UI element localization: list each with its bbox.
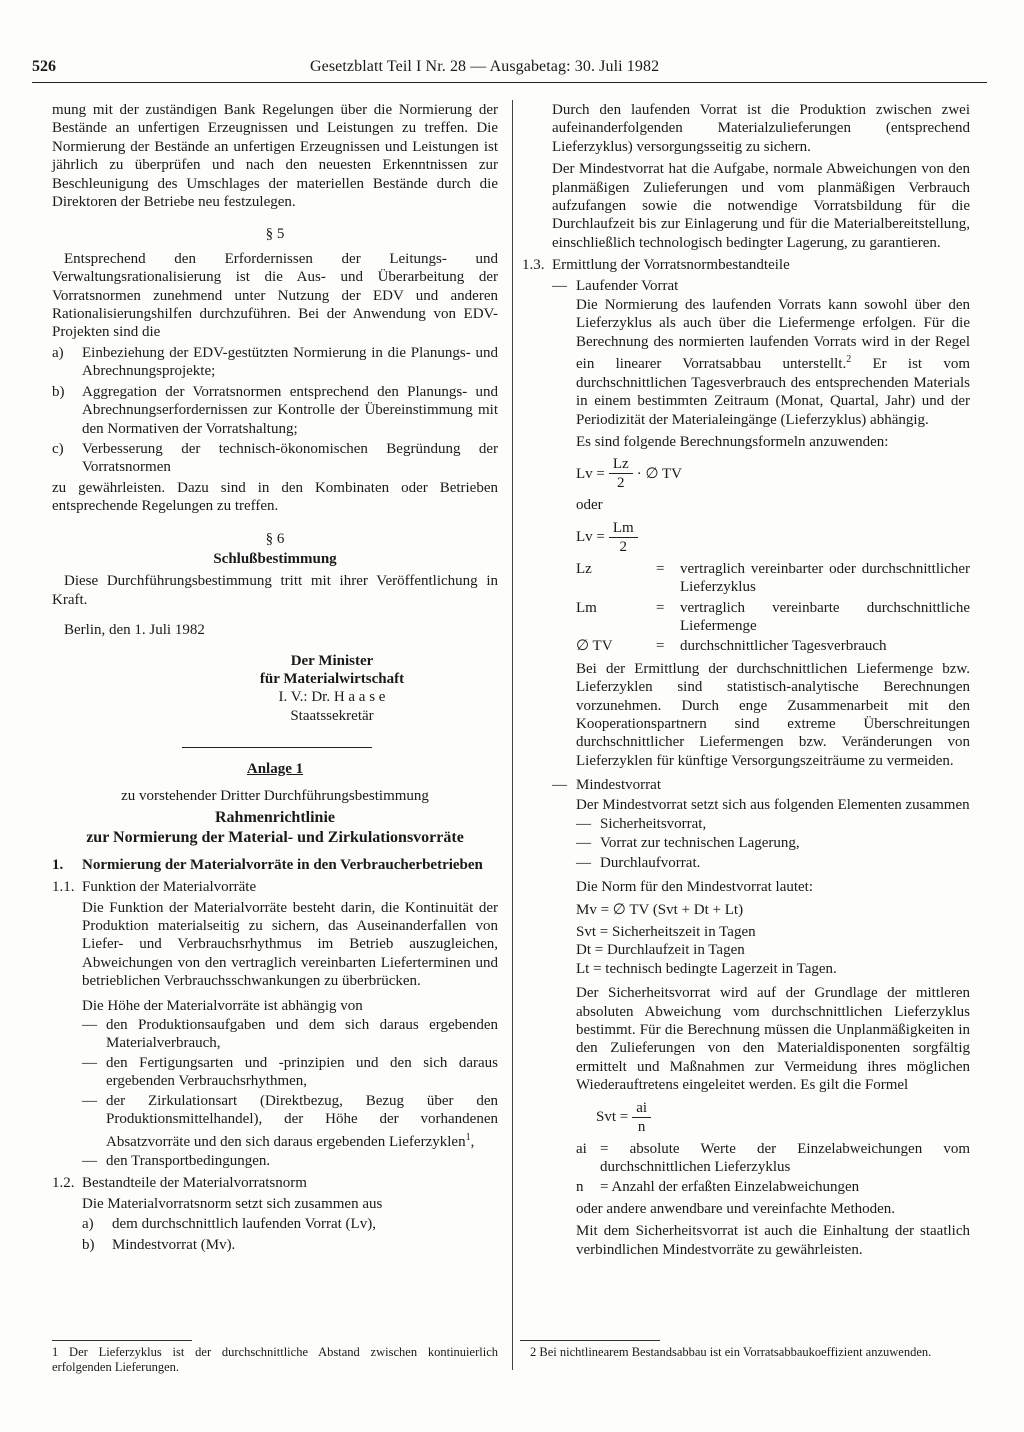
- list-item: [52, 440, 498, 477]
- dash-item: — den Produktionsaufgaben und dem sich daraus ergebenden Materialverbrauch,: [82, 1017, 498, 1052]
- symbol-definitions: [576, 1140, 970, 1196]
- annex-title: zur Normierung der Material- und Zirkulationsvorräte: [86, 829, 464, 847]
- signature-line: für Materialwirtschaft: [259, 670, 405, 687]
- dash-item: — Vorrat zur technischen Lagerung,: [576, 835, 800, 852]
- paragraph: Die Materialvorratsnorm setzt sich zusammen aus: [82, 1195, 383, 1212]
- formula-mv: Mv = ∅ TV (Svt + Dt + Lt): [576, 901, 744, 918]
- paragraph: Der Mindestvorrat hat die Aufgabe, normale Abweichungen von den planmäßigen Zulieferungen und vom planmäßigen Verbrauch aufzufangen sowie die notwendige Vorratsbildung für die Durchlaufzeit bis zur Einlagerung und für die Materialbereitstellung, einschließlich technologisch bedingter Lagerung, zu garantieren.: [552, 161, 970, 251]
- paragraph: Bei der Ermittlung der durchschnittlichen Liefermenge bzw. Lieferzyklen sind statistisch-analytische Berechnungen vorzunehmen. Durch enge Zusammenarbeit mit den Kooperationspartnern sind extreme Überschreitungen durchschnittlicher Liefermengen bzw. Veränderungen von Lieferzyklen für künftige Versorgungszeiträume zu vermeiden.: [576, 660, 970, 769]
- dash-item: — den Fertigungsarten und -prinzipien und den sich daraus ergebenden Verbrauchsrhythmen,: [82, 1054, 498, 1090]
- paragraph: Mit dem Sicherheitsvorrat ist auch die Einhaltung der staatlich verbindlichen Mindestvorräte zu gewährleisten.: [576, 1223, 970, 1258]
- column-divider: [512, 100, 513, 1370]
- formula-lv-lz: Lv = $\frac{Lz}{2}$ · ∅ TV: [576, 456, 682, 492]
- annex-title: Rahmenrichtlinie: [215, 809, 335, 826]
- item-label: b): [52, 383, 65, 400]
- dash-item: — Sicherheitsvorrat,: [576, 816, 707, 832]
- paragraph: Die Normierung des laufenden Vorrats kann sowohl über den Lieferzyklus als auch über die Liefermenge erfolgen. Für die Berechnung des normierten laufenden Vorrats wird in der Regel ein linearer Vorratsabbau unterstellt.$^2$ Er ist vom durchschnittlichen Tagesverbrauch des entsprechenden Materials in einem bestimmten Zeitraum (Monat, Quartal, Jahr) und der Periodizität der Materialeingänge (Lieferzyklus) abhängig.: [576, 297, 970, 428]
- fraction: $\frac{Lz}{2}$: [609, 455, 633, 492]
- signature-line: I. V.: Dr. H a a s e: [278, 689, 386, 706]
- footnote-1: 1 Der Lieferzyklus ist der durchschnittliche Abstand zwischen kontinuierlich erfolgenden Lieferungen.: [52, 1345, 498, 1374]
- footnote-ref: 1: [465, 1131, 471, 1143]
- item-text: Einbeziehung der EDV-gestützten Normierung in die Planungs- und Abrechnungsprojekte;: [82, 344, 498, 380]
- footnote-2: 2 Bei nichtlinearem Bestandsabbau ist ein Vorratsabbaukoeffizient anzuwenden.: [530, 1345, 932, 1359]
- subsection-body: [552, 796, 970, 1260]
- paragraph: Die Funktion der Materialvorräte besteht darin, die Kontinuität der Produktion materialseitig zu sichern, das Auseinanderfallen von Liefer- und Verbrauchsrhythmus im Betrieb auszugleichen, Abweichungen von den vertraglich vereinbarten Lieferterminen und betrieblichen Verbrauchsschwankungen zu überbrücken.: [82, 899, 498, 990]
- dash-item: — den Transportbedingungen.: [82, 1152, 271, 1169]
- footnote-rule: [520, 1340, 660, 1341]
- definition: Svt = Sicherheitszeit in Tagen: [576, 924, 756, 941]
- subsection-body: [552, 296, 970, 770]
- paragraph: Die Höhe der Materialvorräte ist abhängig von: [82, 997, 363, 1014]
- paragraph: oder andere anwendbare und vereinfachte Methoden.: [576, 1200, 896, 1217]
- heading-1-1: 1.1. Funktion der Materialvorräte: [52, 879, 257, 896]
- footnote-rule: [52, 1340, 192, 1341]
- dash-item: — Durchlaufvorrat.: [576, 854, 701, 871]
- section-heading: § 5: [265, 226, 285, 243]
- header-title: Gesetzblatt Teil I Nr. 28 — Ausgabetag: 30. Juli 1982: [310, 58, 660, 75]
- formula-lv-lm: Lv = $\frac{Lm}{2}$: [576, 519, 970, 556]
- definition: Dt = Durchlaufzeit in Tagen: [576, 942, 745, 959]
- list-item: [52, 383, 498, 438]
- list-item: [52, 344, 498, 381]
- item-label: a): [52, 344, 64, 361]
- definition: n = Anzahl der erfaßten Einzelabweichungen: [576, 1178, 860, 1195]
- fraction: $\frac{ai}{n}$: [632, 1099, 651, 1136]
- heading-1: 1. Normierung der Materialvorräte in den Verbraucherbetrieben: [52, 856, 483, 873]
- item-text: Verbesserung der technisch-ökonomischen Begründung der Vorratsnormen: [82, 440, 498, 476]
- annex-subtitle: zu vorstehender Dritter Durchführungsbestimmung: [121, 787, 429, 804]
- section-title: Schlußbestimmung: [213, 550, 337, 567]
- list-item: a) dem durchschnittlich laufenden Vorrat (Lv),: [82, 1216, 376, 1233]
- signature-line: Staatssekretär: [290, 707, 374, 724]
- list-item: b) Mindestvorrat (Mv).: [82, 1236, 236, 1253]
- formula-connector: oder: [576, 497, 603, 514]
- paragraph: Die Norm für den Mindestvorrat lautet:: [576, 879, 814, 896]
- subsection-body: [52, 1195, 498, 1254]
- annex-label: Anlage 1: [246, 761, 304, 778]
- signature-line: Der Minister: [290, 652, 374, 669]
- fraction: $\frac{Lm}{2}$: [609, 519, 638, 556]
- divider: [182, 747, 372, 748]
- heading-1-2: 1.2. Bestandteile der Materialvorratsnorm: [52, 1175, 307, 1192]
- symbol-definitions: Lz = vertraglich vereinbarter oder durchschnittlicher Lieferzyklus Lm = vertraglich vereinbarte durchschnittliche Liefermenge ∅ TV = durchschnittlicher Tagesverbrauch: [576, 560, 970, 655]
- dash-item: — der Zirkulationsart (Direktbezug, Bezug über den Produktionsmittelhandel), der Höhe der vorhandenen Absatzvorräte und den sich daraus ergebenden Lieferzyklen$^1$,: [82, 1092, 498, 1150]
- signature-block: [192, 652, 472, 726]
- paragraph: Es sind folgende Berechnungsformeln anzuwenden:: [576, 433, 889, 450]
- footnote-ref: 2: [846, 354, 852, 366]
- formula-svt: Svt = $\frac{ai}{n}$: [596, 1099, 970, 1136]
- item-label: c): [52, 440, 64, 457]
- definition: Lt = technisch bedingte Lagerzeit in Tagen.: [576, 960, 837, 977]
- subsection-body: [52, 899, 498, 1171]
- paragraph: Diese Durchführungsbestimmung tritt mit ihrer Veröffentlichung in Kraft.: [52, 573, 498, 608]
- symbol-definitions: [576, 923, 970, 978]
- definition: ai = absolute Werte der Einzelabweichungen vom durchschnittlichen Lieferzyklus: [576, 1140, 970, 1176]
- page-number: 526: [32, 58, 56, 75]
- paragraph: Der Mindestvorrat setzt sich aus folgenden Elementen zusammen: [576, 796, 970, 813]
- right-column: [522, 101, 970, 1259]
- paragraph: zu gewährleisten. Dazu sind in den Kombinaten oder Betrieben entsprechende Regelungen zu treffen.: [52, 479, 498, 515]
- section-heading: § 6: [265, 530, 285, 547]
- dash-heading: — Laufender Vorrat: [552, 277, 679, 294]
- item-text: Aggregation der Vorratsnormen entsprechend den Planungs- und Abrechnungserfordernissen zur Kontrolle der Übereinstimmung mit den Normativen der Vorratshaltung;: [82, 383, 498, 437]
- dash-heading: — Mindestvorrat: [552, 777, 661, 794]
- heading-1-3: 1.3. Ermittlung der Vorratsnormbestandteile: [522, 257, 790, 274]
- paragraph: Entsprechend den Erfordernissen der Leitungs- und Verwaltungsrationalisierung ist die Aus- und Überarbeitung der Vorratsnormen zunehmend unter Nutzung der EDV und anderen Rationalisierungshilfen durchzuführen. Bei der Anwendung von EDV-Projekten sind die: [52, 250, 498, 341]
- paragraph: mung mit der zuständigen Bank Regelungen über die Normierung der Bestände an unfertigen Erzeugnissen und Leistungen zu treffen. Die Normierung der Bestände an unfertigen Erzeugnissen und Leistungen ist jährlich zu überprüfen und nach den neuesten Erkenntnissen zur Beschleunigung des Umschlages der materiellen Bestände durch die Direktoren der Betriebe neu festzulegen.: [52, 102, 498, 211]
- paragraph: Der Sicherheitsvorrat wird auf der Grundlage der mittleren absoluten Abweichung vom durchschnittlichen Lieferzyklus bestimmt. Für die Berechnung müssen die Unplanmäßigkeiten in den Zulieferungen von den Materialdisponenten sorgfältig ermittelt und Maßnahmen zur Vermeidung ihres möglichen Wiederauftretens eingeleitet werden. Es gilt die Formel: [576, 985, 970, 1094]
- page-header: [32, 58, 987, 83]
- place-date: Berlin, den 1. Juli 1982: [64, 622, 205, 639]
- item-list: [52, 344, 498, 477]
- left-column: [52, 101, 498, 1256]
- paragraph: Durch den laufenden Vorrat ist die Produktion zwischen zwei aufeinanderfolgenden Materialzulieferungen (entsprechend Lieferzyklus) versorgungsseitig zu sichern.: [552, 102, 970, 155]
